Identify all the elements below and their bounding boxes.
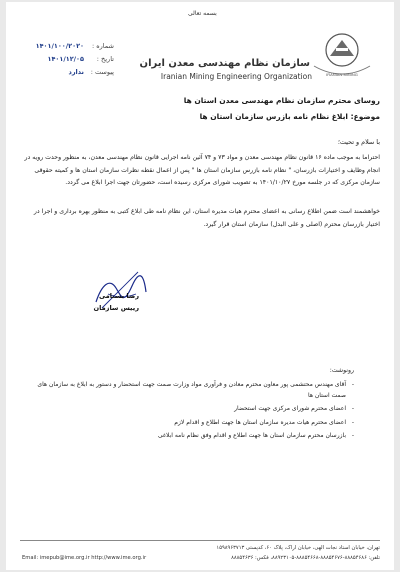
letter-subject: موضوع: ابلاغ نظام نامه بازرس سازمان استان ها xyxy=(199,112,380,121)
cc-item: - اعضای محترم شورای مرکزی جهت استحضار xyxy=(36,404,354,415)
cc-heading: رونوشت: xyxy=(329,367,354,374)
svg-text:IRANIAN MINING: IRANIAN MINING xyxy=(326,72,358,77)
meta-date xyxy=(20,53,114,66)
org-name-en: Iranian Mining Engineering Organization xyxy=(160,72,312,81)
signatory-title: رییس سازمان xyxy=(93,304,139,312)
letter-greeting: با سلام و تحیت؛ xyxy=(337,138,380,146)
cc-item: - آقای مهندس محتشمی پور معاون محترم معادن و فرآوری مواد وزارت صمت جهت استحضار و دستور به ابلاغ به سازمان های صمت استان ها xyxy=(36,380,354,401)
meta-attachment-value: ندارد xyxy=(68,68,84,76)
letter-paragraph-1: احتراما به موجب ماده ۱۶ قانون نظام مهندسی معدن و مواد ۷۳ و ۷۴ آئین نامه اجرایی قانون نظام مهندسی معدن، به منظور وحدت رویه در انجام وظایف و اختیارات بازرسان، " نظام نامه بازرس سازمان استان ها " پس از اعمال نقطه نظرات سازمان استان ها و کمیته حقوقی سازمان مرکزی که در جلسه مورخ ۱۴۰۱/۱۰/۲۷ به تصویب شورای مرکزی رسیده است، حضورتان جهت اجرا ابلاغ می گردد. xyxy=(24,154,380,186)
letter-page xyxy=(6,2,394,570)
cc-item: - اعضای محترم هیات مدیره سازمان استان ها جهت اطلاع و اقدام لازم xyxy=(36,418,354,429)
letter-meta xyxy=(20,40,114,79)
meta-number-label: شماره : xyxy=(92,42,114,50)
footer-contact: تلفن: ۸۸۸۵۴۶۸۶-۸۸۸۵۴۶۷۶-۸۸۸۵۴۶۶۸-۸۸۹۲۳۱۰۵، فکس: ۸۸۸۵۴۶۳۶ xyxy=(231,555,380,561)
org-logo-icon xyxy=(308,30,376,82)
meta-attachment xyxy=(20,66,114,79)
meta-attachment-label: پیوست : xyxy=(90,68,114,76)
meta-date-value: ۱۴۰۱/۱۲/۰۵ xyxy=(47,55,84,63)
footer-divider xyxy=(20,540,380,541)
meta-date-label: تاریخ : xyxy=(96,55,114,63)
org-name-fa: سازمان نظام مهندسی معدن ایران xyxy=(139,58,310,69)
basmala: بسمه تعالی xyxy=(188,10,217,17)
cc-item: - بازرسان محترم سازمان استان ها جهت اطلاع و اقدام وفق نظام نامه ابلاغی xyxy=(36,431,354,442)
footer-website: Email: imepub@ime.org.ir http://www.ime.org.ir xyxy=(22,555,147,561)
letter-addressee: روسای محترم سازمان نظام مهندسی معدن استان ها xyxy=(183,96,380,105)
meta-number-value: ۱۴۰۱/۱۰۰/۲۰۲۰ xyxy=(35,42,84,50)
footer-address: تهران، خیابان استاد نجات الهی، خیابان اراک، پلاک ۶۰، کدپستی ۱۵۹۸۹۶۳۷۱۳ xyxy=(216,545,380,551)
meta-number xyxy=(20,40,114,53)
letter-paragraph-2: خواهشمند است ضمن اطلاع رسانی به اعضای محترم هیات مدیره استان، این نظام نامه طی ابلاغ کتبی به منظور بهره برداری و اجرا در اختیار بازرسان محترم (اصلی و علی البدل) سازمان استان قرار گیرد. xyxy=(33,208,380,228)
signatory-name: رضا بستامی xyxy=(98,292,139,300)
cc-list xyxy=(36,380,354,445)
